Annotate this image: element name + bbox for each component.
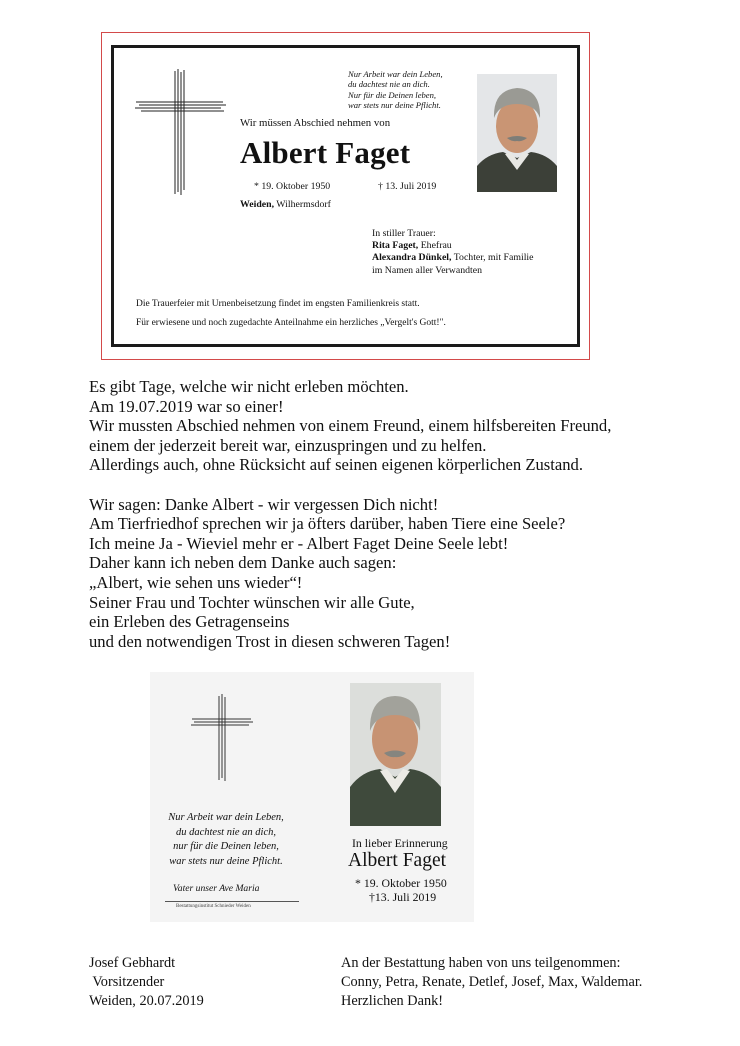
card-cross-icon bbox=[191, 694, 253, 782]
farewell-line: Wir müssen Abschied nehmen von bbox=[240, 117, 391, 129]
card-motto-line: Nur Arbeit war dein Leben, bbox=[168, 812, 284, 823]
letter-line: einem der jederzeit bereit war, einzuspringen und zu helfen. bbox=[89, 435, 487, 455]
card-prayer: Vater unser Ave Maria bbox=[173, 883, 260, 894]
card-death-date: †13. Juli 2019 bbox=[369, 890, 437, 904]
letter-line: „Albert, wie sehen uns wieder“! bbox=[89, 572, 303, 592]
letter-line: und den notwendigen Trost in diesen schweren Tagen! bbox=[89, 631, 451, 651]
card-name: Albert Faget bbox=[348, 850, 447, 871]
notice-motto-line: du dachtest nie an dich. bbox=[348, 79, 430, 90]
card-portrait-drawing bbox=[350, 683, 441, 826]
card-remembrance: In lieber Erinnerung bbox=[352, 836, 448, 850]
letter-line: Wir mussten Abschied nehmen von einem Freund, einem hilfsbereiten Freund, bbox=[89, 416, 612, 436]
letter-line bbox=[89, 475, 709, 495]
residence-town: Wilhermsdorf bbox=[274, 199, 331, 210]
card-motto bbox=[161, 811, 291, 869]
mourner-role: Tochter, mit Familie bbox=[451, 252, 534, 264]
card-portrait-photo bbox=[350, 683, 441, 826]
letter-line: Am Tierfriedhof sprechen wir ja öfters darüber, haben Tiere eine Seele? bbox=[89, 514, 566, 534]
mourner-role: Ehefrau bbox=[418, 240, 452, 252]
letter-body bbox=[89, 377, 709, 651]
letter-line: Seiner Frau und Tochter wünschen wir alle Gute, bbox=[89, 592, 415, 612]
notice-motto-line: Nur für die Deinen leben, bbox=[348, 89, 437, 100]
cross-icon bbox=[135, 68, 227, 196]
signature-title: Vorsitzender bbox=[89, 974, 165, 991]
attendees-names: Conny, Petra, Renate, Detlef, Josef, Max, Waldemar. bbox=[341, 974, 643, 991]
mourners-heading: In stiller Trauer: bbox=[372, 228, 436, 239]
card-motto-line: nur für die Deinen leben, bbox=[173, 841, 279, 852]
card-birth-date: * 19. Oktober 1950 bbox=[355, 876, 447, 890]
signature-place-date: Weiden, 20.07.2019 bbox=[89, 993, 204, 1010]
card-funeral-home: Bestattungsinstitut Schnieder Weiden bbox=[176, 904, 251, 909]
letter-line: Allerdings auch, ohne Rücksicht auf seinen eigenen körperlichen Zustand. bbox=[89, 455, 583, 475]
death-date: † 13. Juli 2019 bbox=[378, 181, 437, 192]
letter-line: Daher kann ich neben dem Danke auch sagen: bbox=[89, 553, 397, 573]
mourners-block bbox=[372, 228, 534, 277]
birth-date: * 19. Oktober 1950 bbox=[254, 181, 331, 192]
notice-motto-line: Nur Arbeit war dein Leben, bbox=[348, 69, 443, 79]
notice-motto bbox=[348, 69, 478, 111]
letter-line: Es gibt Tage, welche wir nicht erleben möchten. bbox=[89, 377, 409, 396]
ceremony-text bbox=[136, 295, 446, 333]
portrait-photo bbox=[477, 74, 557, 192]
ceremony-line: Die Trauerfeier mit Urnenbeisetzung findet im engsten Familienkreis statt. bbox=[136, 299, 420, 309]
portrait-photo-drawing bbox=[477, 74, 557, 192]
mourner-entry bbox=[372, 252, 534, 264]
letter-line: Wir sagen: Danke Albert - wir vergessen Dich nicht! bbox=[89, 494, 439, 514]
mourner-name: Rita Faget, bbox=[372, 240, 419, 252]
attendees-intro: An der Bestattung haben von uns teilgenommen: bbox=[341, 955, 621, 971]
mourner-name: Alexandra Dünkel, bbox=[372, 252, 452, 264]
mourner-entry bbox=[372, 240, 534, 252]
residence-city: Weiden, bbox=[240, 199, 275, 210]
card-motto-line: du dachtest nie an dich, bbox=[175, 826, 277, 838]
deceased-name: Albert Faget bbox=[240, 135, 411, 170]
letter-line: Ich meine Ja - Wieviel mehr er - Albert Faget Deine Seele lebt! bbox=[89, 533, 509, 553]
notice-motto-line: war stets nur deine Pflicht. bbox=[348, 100, 441, 111]
card-divider bbox=[165, 901, 299, 902]
signature-block bbox=[89, 954, 204, 1012]
mourners-all: im Namen aller Verwandten bbox=[372, 264, 482, 276]
residence bbox=[240, 199, 331, 210]
letter-line: Am 19.07.2019 war so einer! bbox=[89, 396, 284, 416]
letter-line: ein Erleben des Getragenseins bbox=[89, 612, 290, 632]
ceremony-line: Für erwiesene und noch zugedachte Anteilnahme ein herzliches „Vergelt's Gott!". bbox=[136, 318, 446, 328]
signature-name: Josef Gebhardt bbox=[89, 955, 176, 971]
card-motto-line: war stets nur deine Pflicht. bbox=[169, 855, 283, 867]
thanks-line: Herzlichen Dank! bbox=[341, 993, 444, 1010]
attendees-block bbox=[341, 954, 642, 1012]
